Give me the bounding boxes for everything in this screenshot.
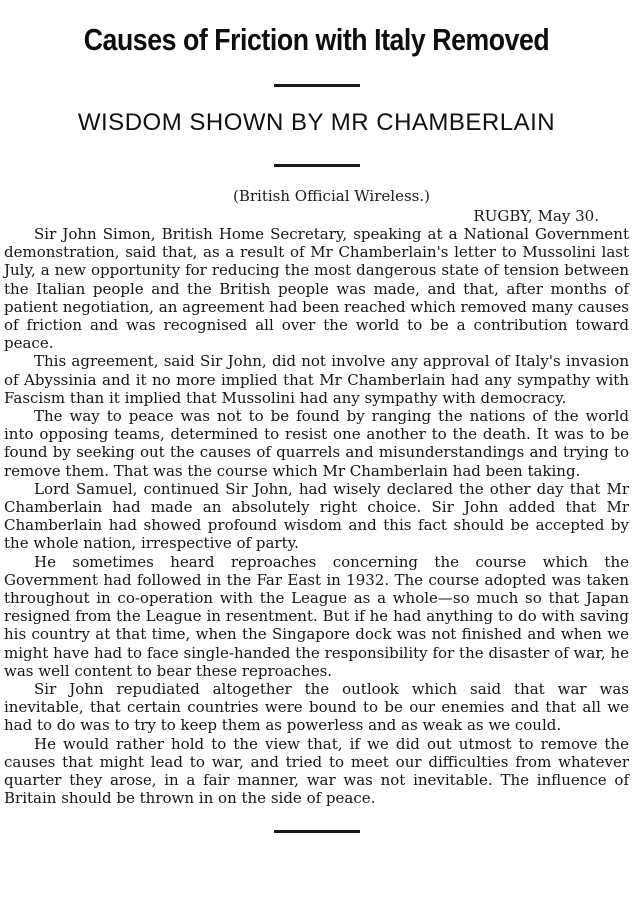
paragraph: Sir John repudiated altogether the outlook which said that war was inevitable, that certain countries were bound to be our enemies and that all we had to do was to try to keep them as powerless and as weak as we could.: [4, 680, 629, 735]
paragraph: Sir John Simon, British Home Secretary, speaking at a National Government demonstration, said that, as a result of Mr Chamberlain's letter to Mussolini last July, a new opportunity for reducing the most dangerous state of tension between the Italian people and the British people was made, and that, after months of patient negotiation, an agreement had been reached which removed many causes of friction and was recognised all over the world to be a contribution toward peace.: [4, 225, 629, 353]
paragraph: He would rather hold to the view that, if we did out utmost to remove the causes that might lead to war, and tried to meet our difficulties from whatever quarter they arose, in a fair manner, war was not inevitable. The influence of Britain should be thrown in on the side of peace.: [4, 734, 629, 808]
divider-rule: [274, 84, 360, 87]
headline: Causes of Friction with Italy Removed: [83, 22, 550, 57]
paragraph: The way to peace was not to be found by ranging the nations of the world into opposing teams, determined to resist one another to the death. It was to be found by seeking out the causes of quarrels and misunderstandings and trying to remove them. That was the course which Mr Chamberlain had been taking.: [4, 407, 629, 480]
dateline: RUGBY, May 30.: [473, 207, 599, 225]
divider-rule: [274, 164, 360, 167]
article-body: [4, 225, 629, 808]
divider-rule: [274, 830, 360, 833]
paragraph: Lord Samuel, continued Sir John, had wisely declared the other day that Mr Chamberlain had made an absolutely right choice. Sir John added that Mr Chamberlain had showed profound wisdom and this fact should be accepted by the whole nation, irrespective of party.: [4, 479, 629, 553]
source-line: (British Official Wireless.): [233, 187, 430, 205]
paragraph: This agreement, said Sir John, did not involve any approval of Italy's invasion of Abyssinia and it no more implied that Mr Chamberlain had any sympathy with Fascism than it implied that Mussolini had any sympathy with democracy.: [4, 352, 629, 407]
paragraph: He sometimes heard reproaches concerning the course which the Government had followed in the Far East in 1932. The course adopted was taken throughout in co-operation with the League as a whole—so much so that Japan resigned from the League in resentment. But if he had anything to do with saving his country at that time, when the Singapore dock was not finished and when we might have had to face single-handed the responsibility for the disaster of war, he was well content to bear these reproaches.: [4, 552, 629, 680]
subheadline: WISDOM SHOWN BY MR CHAMBERLAIN: [77, 109, 556, 136]
